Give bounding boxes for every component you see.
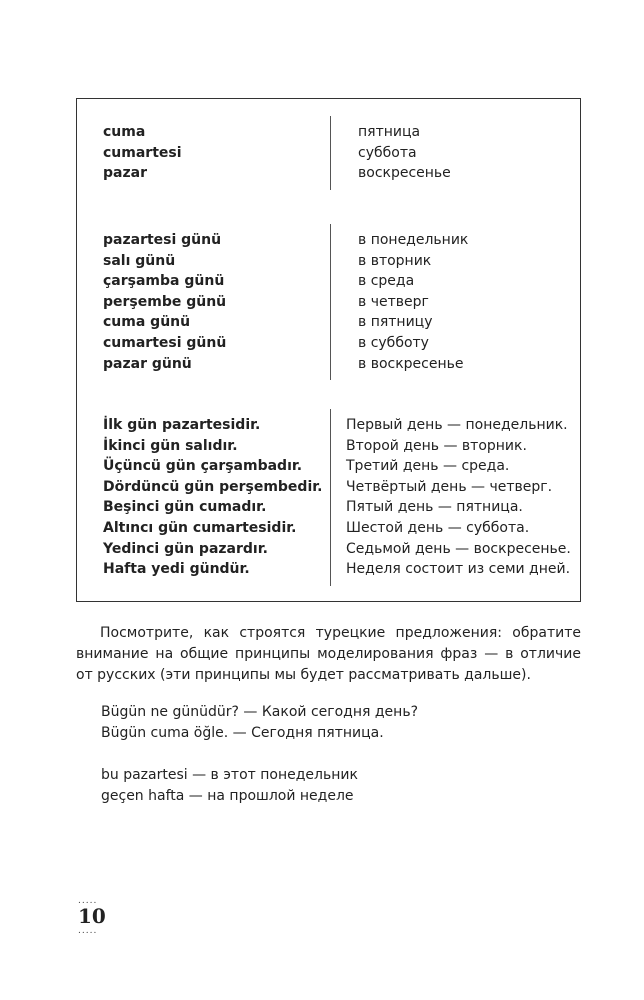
turkish-text: cumartesi	[103, 144, 182, 161]
turkish-text: Beşinci gün cumadır.	[103, 499, 267, 516]
russian-text: в пятницу	[358, 314, 433, 331]
example-line: bu pazartesi — в этот понедельник	[101, 767, 358, 783]
turkish-text: İkinci gün salıdır.	[103, 437, 238, 454]
russian-text: Второй день — вторник.	[346, 437, 527, 454]
examples-questions	[101, 702, 418, 744]
example-line: geçen hafta — на прошлой неделе	[101, 788, 354, 804]
dots-top: .....	[78, 896, 98, 906]
turkish-text: pazar günü	[103, 355, 192, 372]
turkish-text: pazartesi günü	[103, 232, 222, 248]
body-paragraph: Посмотрите, как строятся турецкие предложения: обратите внимание на общие принципы моделирования фраз — в отличие от русских (эти принципы мы будет рассматривать дальше).	[76, 625, 581, 683]
table-row	[103, 163, 583, 184]
table-row	[103, 271, 583, 292]
table-row	[103, 312, 583, 333]
russian-text: в понедельник	[358, 232, 469, 248]
table-row	[103, 559, 583, 580]
russian-text: в среда	[358, 273, 415, 290]
examples-phrases	[101, 765, 358, 807]
turkish-text: cumartesi günü	[103, 334, 227, 351]
russian-text: воскресенье	[358, 165, 451, 182]
turkish-text: İlk gün pazartesidir.	[103, 417, 261, 433]
table-row	[103, 456, 583, 477]
table-row	[103, 436, 583, 457]
table-row	[103, 333, 583, 354]
turkish-text: çarşamba günü	[103, 273, 225, 290]
table-group	[103, 230, 583, 374]
table-row	[103, 230, 583, 251]
table-row	[103, 415, 583, 436]
russian-text: Пятый день — пятница.	[346, 499, 523, 516]
russian-text: Неделя состоит из семи дней.	[346, 561, 571, 578]
russian-text: в субботу	[358, 334, 429, 351]
table-row	[103, 354, 583, 375]
table-row	[103, 477, 583, 498]
russian-text: в вторник	[358, 252, 432, 269]
turkish-text: Yedinci gün pazardır.	[103, 540, 268, 557]
russian-text: суббота	[358, 144, 417, 161]
turkish-text: pazar	[103, 165, 147, 182]
russian-text: Третий день — среда.	[346, 458, 510, 475]
turkish-text: Dördüncü gün perşembedir.	[103, 478, 323, 495]
page-number-block	[78, 898, 106, 934]
example-line: Bügün ne günüdür? — Какой сегодня день?	[101, 704, 419, 720]
example-line: Bügün cuma öğle. — Сегодня пятница.	[101, 725, 384, 741]
dots-bottom: .....	[78, 926, 98, 936]
table-row	[103, 539, 583, 560]
turkish-text: salı günü	[103, 252, 176, 269]
table-row	[103, 292, 583, 313]
turkish-text: Hafta yedi gündür.	[103, 561, 250, 578]
table-row	[103, 143, 583, 164]
turkish-text: Altıncı gün cumartesidir.	[103, 519, 297, 536]
russian-text: в воскресенье	[358, 355, 464, 372]
table-group	[103, 122, 583, 184]
turkish-text: cuma	[103, 124, 146, 140]
russian-text: Шестой день — суббота.	[346, 519, 530, 536]
russian-text: Первый день — понедельник.	[346, 417, 568, 433]
table-row	[103, 518, 583, 539]
page-number: 10	[78, 904, 106, 928]
turkish-text: cuma günü	[103, 314, 191, 331]
russian-text: Седьмой день — воскресенье.	[346, 540, 571, 557]
russian-text: пятница	[358, 124, 421, 140]
table-group	[103, 415, 583, 580]
russian-text: в четверг	[358, 293, 429, 310]
table-row	[103, 122, 583, 143]
table-row	[103, 251, 583, 272]
turkish-text: perşembe günü	[103, 293, 227, 310]
russian-text: Четвёртый день — четверг.	[346, 478, 553, 495]
table-row	[103, 497, 583, 518]
turkish-text: Üçüncü gün çarşambadır.	[103, 458, 303, 475]
